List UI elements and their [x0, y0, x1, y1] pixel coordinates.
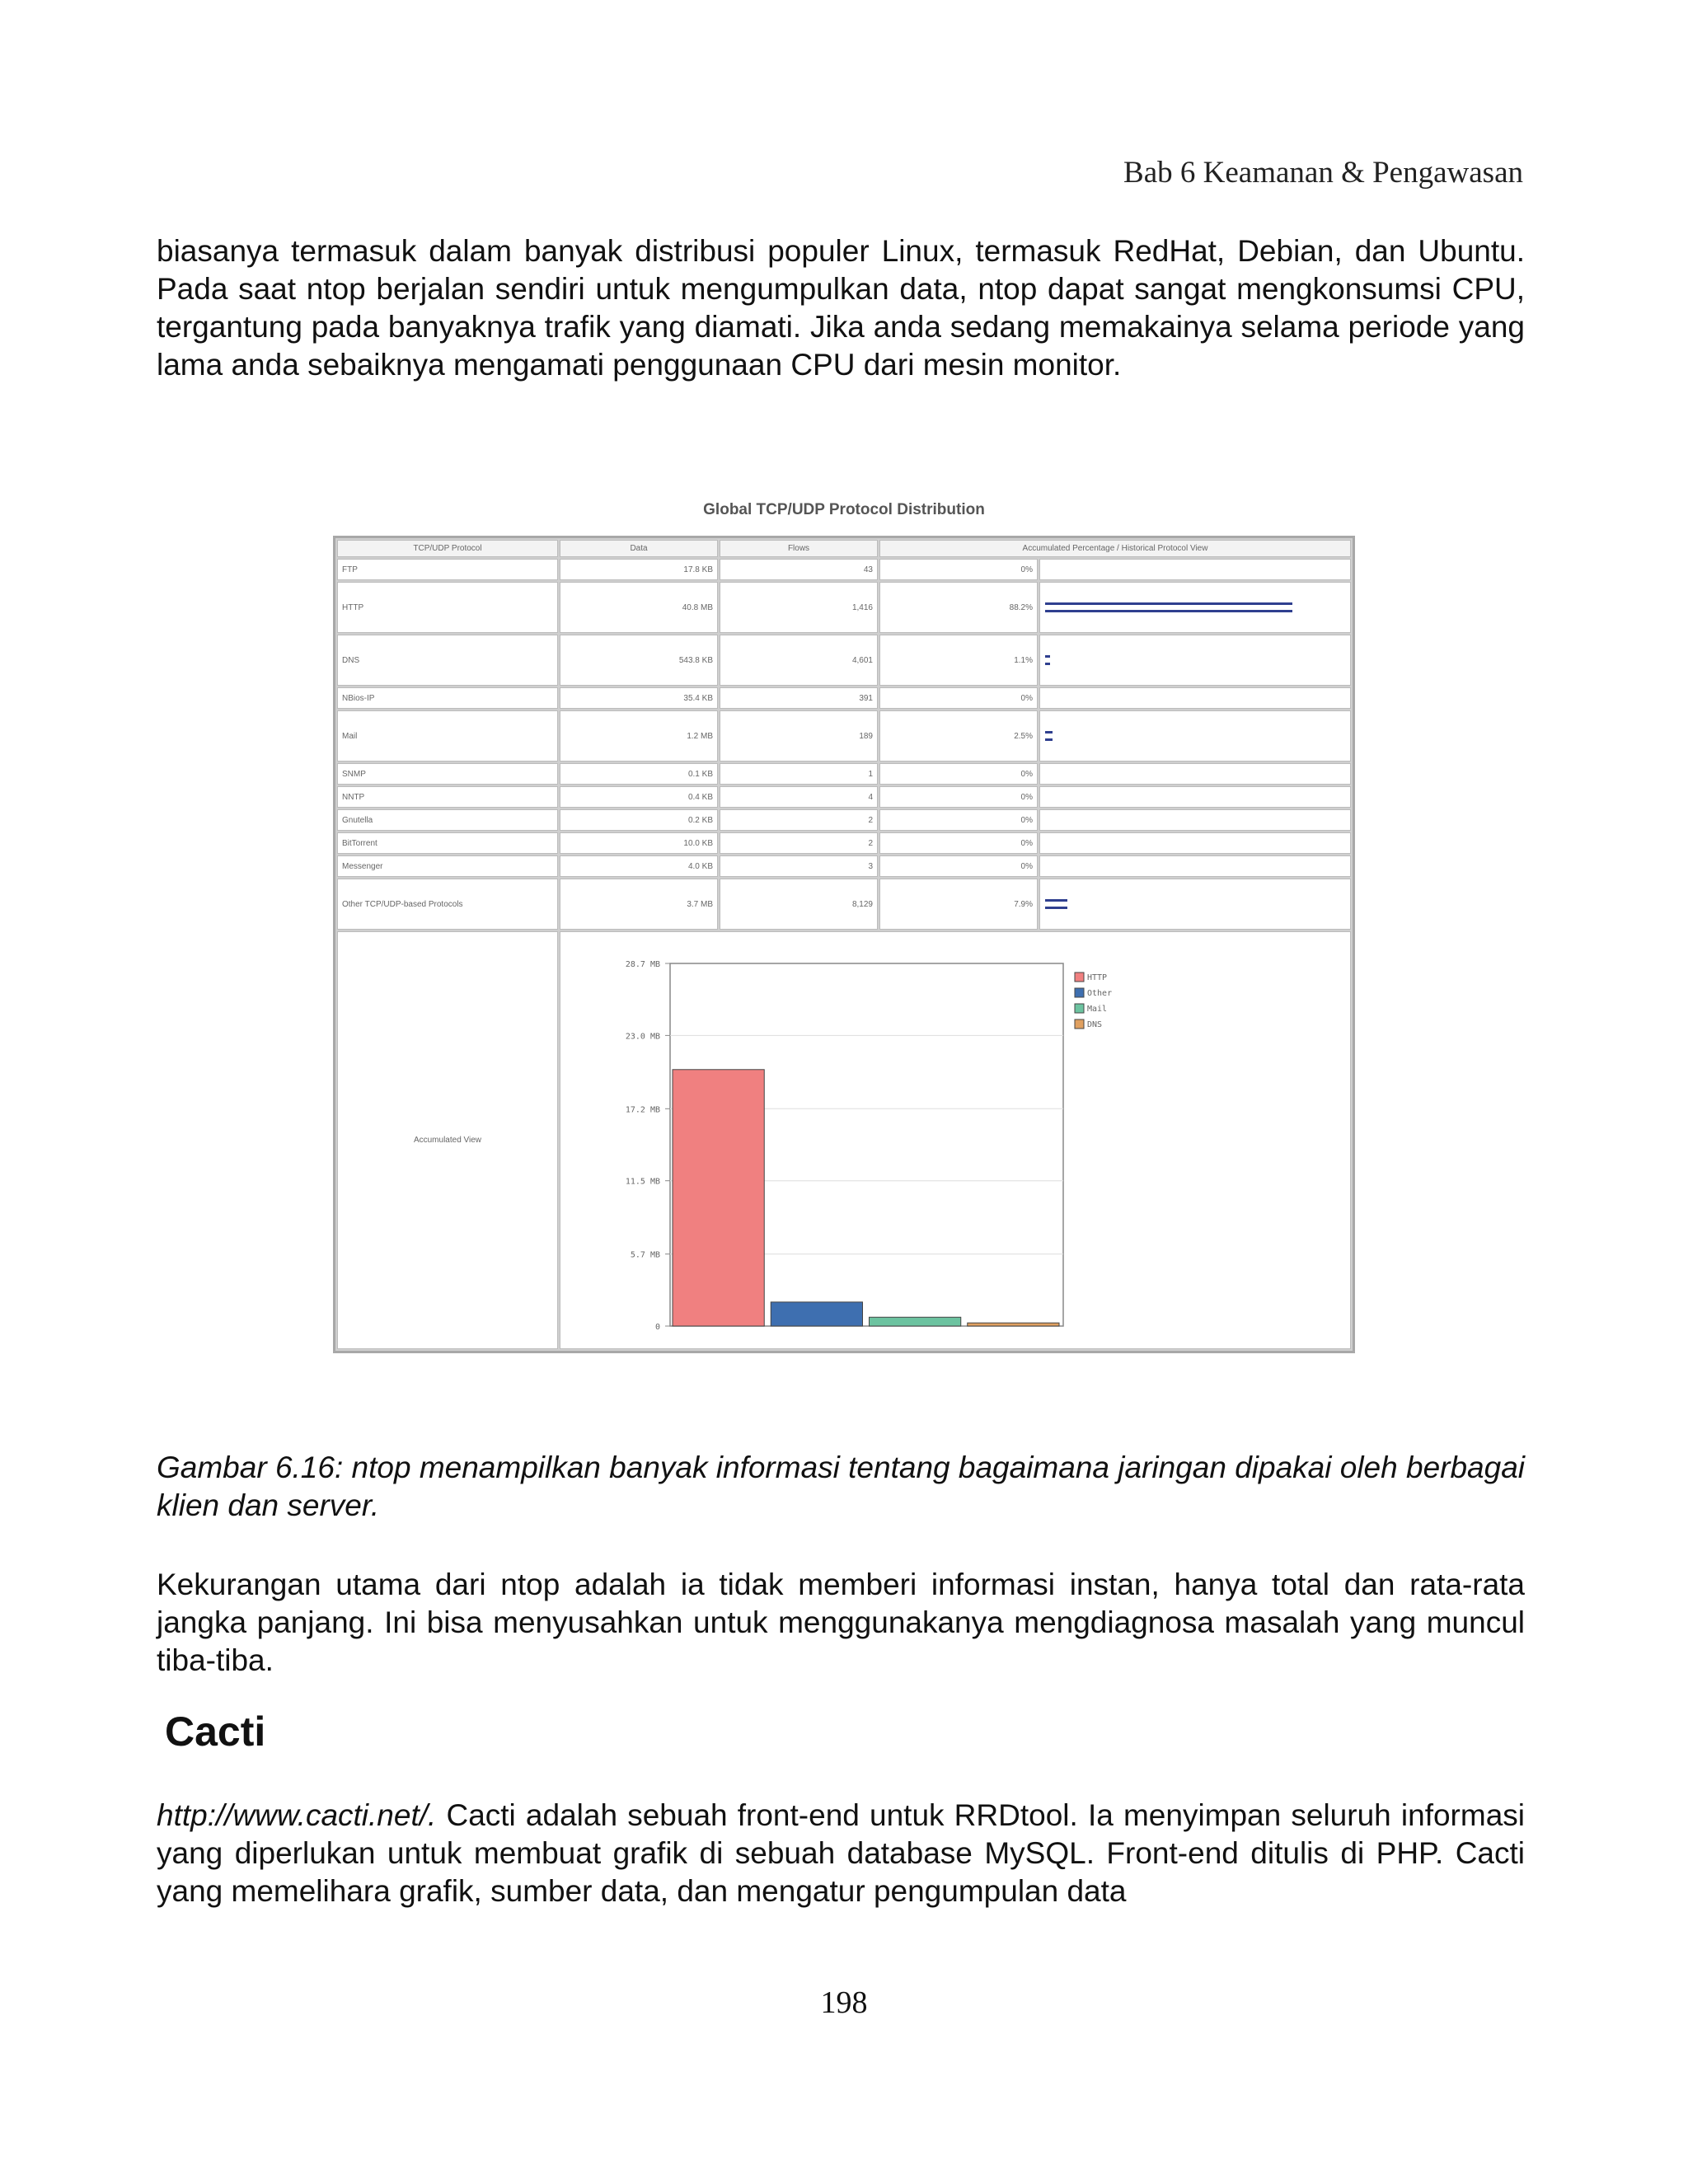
protocol-history-bar-cell: [1039, 855, 1351, 877]
protocol-history-bar: [1045, 738, 1053, 741]
protocol-row: [337, 763, 1351, 785]
protocol-flows: 1,416: [720, 582, 878, 633]
page-number: 198: [820, 1985, 868, 2020]
cacti-url[interactable]: http://www.cacti.net/.: [157, 1798, 437, 1832]
legend-label: DNS: [1087, 1020, 1103, 1029]
col-data: Data: [560, 540, 718, 557]
legend-swatch: [1075, 972, 1084, 982]
protocol-table-header: [337, 540, 1351, 557]
protocol-percentage: 7.9%: [879, 879, 1038, 930]
body-paragraph-3-text: Cacti adalah sebuah front-end untuk RRDtool. Ia menyimpan seluruh informasi yang diperlukan untuk membuat grafik di sebuah database MySQL. Front-end ditulis di PHP. Cacti yang memelihara grafik, sumber data, dan mengatur pengumpulan data: [157, 1798, 1525, 1908]
protocol-data: 543.8 KB: [560, 635, 718, 686]
protocol-flows: 8,129: [720, 879, 878, 930]
body-paragraph-3: [157, 1797, 1525, 1910]
bar-mail: [870, 1317, 961, 1326]
y-tick-label: 0: [654, 1323, 660, 1332]
col-accumulated: Accumulated Percentage / Historical Protocol View: [879, 540, 1351, 557]
protocol-name: HTTP: [337, 582, 558, 633]
legend-label: HTTP: [1087, 973, 1108, 982]
protocol-row: [337, 710, 1351, 762]
bar-http: [673, 1070, 764, 1326]
protocol-data: 40.8 MB: [560, 582, 718, 633]
col-flows: Flows: [720, 540, 878, 557]
protocol-flows: 391: [720, 687, 878, 709]
body-paragraph-2: Kekurangan utama dari ntop adalah ia tidak memberi informasi instan, hanya total dan rata-rata jangka panjang. Ini bisa menyusahkan untuk menggunakanya mengdiagnosa masalah yang muncul tiba-tiba.: [157, 1568, 1525, 1677]
protocol-history-bar-cell: [1039, 635, 1351, 686]
figure-title: Global TCP/UDP Protocol Distribution: [703, 501, 985, 518]
protocol-flows: 43: [720, 559, 878, 580]
y-tick-label: 28.7 MB: [625, 960, 660, 969]
protocol-row: [337, 879, 1351, 930]
protocol-percentage: 0%: [879, 809, 1038, 831]
accumulated-view-label: Accumulated View: [337, 931, 558, 1349]
protocol-history-bar-cell: [1039, 582, 1351, 633]
legend-swatch: [1075, 988, 1084, 997]
protocol-name: FTP: [337, 559, 558, 580]
accumulated-bar-chart: [560, 932, 1351, 1348]
protocol-table-body: [337, 559, 1351, 930]
protocol-name: SNMP: [337, 763, 558, 785]
protocol-name: Other TCP/UDP-based Protocols: [337, 879, 558, 930]
protocol-history-bar: [1045, 899, 1067, 902]
legend-swatch: [1075, 1004, 1084, 1013]
protocol-data: 0.2 KB: [560, 809, 718, 831]
protocol-percentage: 2.5%: [879, 710, 1038, 762]
protocol-row: [337, 786, 1351, 808]
protocol-name: Messenger: [337, 855, 558, 877]
protocol-data: 17.8 KB: [560, 559, 718, 580]
legend-label: Mail: [1087, 1005, 1108, 1014]
protocol-percentage: 0%: [879, 763, 1038, 785]
protocol-name: Gnutella: [337, 809, 558, 831]
protocol-history-bar-cell: [1039, 710, 1351, 762]
legend-label: Other: [1087, 989, 1113, 998]
bar-other: [771, 1302, 862, 1326]
protocol-name: DNS: [337, 635, 558, 686]
protocol-flows: 3: [720, 855, 878, 877]
protocol-data: 0.1 KB: [560, 763, 718, 785]
protocol-name: NNTP: [337, 786, 558, 808]
protocol-history-bar-cell: [1039, 786, 1351, 808]
protocol-percentage: 0%: [879, 786, 1038, 808]
protocol-name: Mail: [337, 710, 558, 762]
protocol-data: 35.4 KB: [560, 687, 718, 709]
protocol-data: 4.0 KB: [560, 855, 718, 877]
protocol-percentage: 1.1%: [879, 635, 1038, 686]
protocol-history-bar-cell: [1039, 879, 1351, 930]
protocol-history-bar: [1045, 610, 1292, 612]
protocol-history-bar-cell: [1039, 559, 1351, 580]
protocol-percentage: 88.2%: [879, 582, 1038, 633]
protocol-history-bar-cell: [1039, 763, 1351, 785]
protocol-flows: 2: [720, 809, 878, 831]
protocol-history-bar: [1045, 655, 1050, 658]
ntop-figure: [333, 486, 1355, 1393]
protocol-data: 10.0 KB: [560, 832, 718, 854]
protocol-data: 1.2 MB: [560, 710, 718, 762]
accumulated-view-row: [337, 931, 1351, 1349]
running-header: Bab 6 Keamanan & Pengawasan: [1123, 156, 1523, 190]
protocol-name: NBios-IP: [337, 687, 558, 709]
protocol-percentage: 0%: [879, 855, 1038, 877]
figure-caption: Gambar 6.16: ntop menampilkan banyak informasi tentang bagaimana jaringan dipakai oleh berbagai klien dan server.: [157, 1451, 1525, 1522]
protocol-flows: 189: [720, 710, 878, 762]
protocol-name: BitTorrent: [337, 832, 558, 854]
protocol-history-bar: [1045, 731, 1053, 733]
protocol-data: 3.7 MB: [560, 879, 718, 930]
protocol-percentage: 0%: [879, 559, 1038, 580]
protocol-percentage: 0%: [879, 832, 1038, 854]
y-tick-label: 11.5 MB: [625, 1177, 660, 1187]
protocol-row: [337, 559, 1351, 580]
protocol-row: [337, 687, 1351, 709]
section-heading: Cacti: [165, 1708, 266, 1755]
protocol-flows: 4: [720, 786, 878, 808]
protocol-table: [333, 536, 1355, 1353]
protocol-flows: 1: [720, 763, 878, 785]
protocol-flows: 2: [720, 832, 878, 854]
bar-dns: [968, 1323, 1059, 1326]
protocol-row: [337, 582, 1351, 633]
y-tick-label: 23.0 MB: [625, 1032, 660, 1042]
protocol-history-bar: [1045, 907, 1067, 909]
protocol-history-bar: [1045, 602, 1292, 605]
protocol-row: [337, 635, 1351, 686]
accumulated-chart-cell: [560, 931, 1351, 1349]
col-protocol: TCP/UDP Protocol: [337, 540, 558, 557]
y-tick-label: 5.7 MB: [630, 1250, 660, 1260]
protocol-flows: 4,601: [720, 635, 878, 686]
protocol-history-bar-cell: [1039, 832, 1351, 854]
protocol-row: [337, 809, 1351, 831]
y-tick-label: 17.2 MB: [625, 1105, 660, 1115]
protocol-row: [337, 855, 1351, 877]
legend-swatch: [1075, 1019, 1084, 1029]
protocol-history-bar: [1045, 663, 1050, 665]
body-paragraph-1: biasanya termasuk dalam banyak distribusi populer Linux, termasuk RedHat, Debian, dan Ubuntu. Pada saat ntop berjalan sendiri untuk mengumpulkan data, ntop dapat sangat mengkonsumsi CPU, tergantung pada banyaknya trafik yang diamati. Jika anda sedang memakainya selama periode yang lama anda sebaiknya mengamati penggunaan CPU dari mesin monitor.: [157, 234, 1525, 382]
protocol-row: [337, 832, 1351, 854]
protocol-percentage: 0%: [879, 687, 1038, 709]
protocol-history-bar-cell: [1039, 809, 1351, 831]
protocol-history-bar-cell: [1039, 687, 1351, 709]
protocol-data: 0.4 KB: [560, 786, 718, 808]
